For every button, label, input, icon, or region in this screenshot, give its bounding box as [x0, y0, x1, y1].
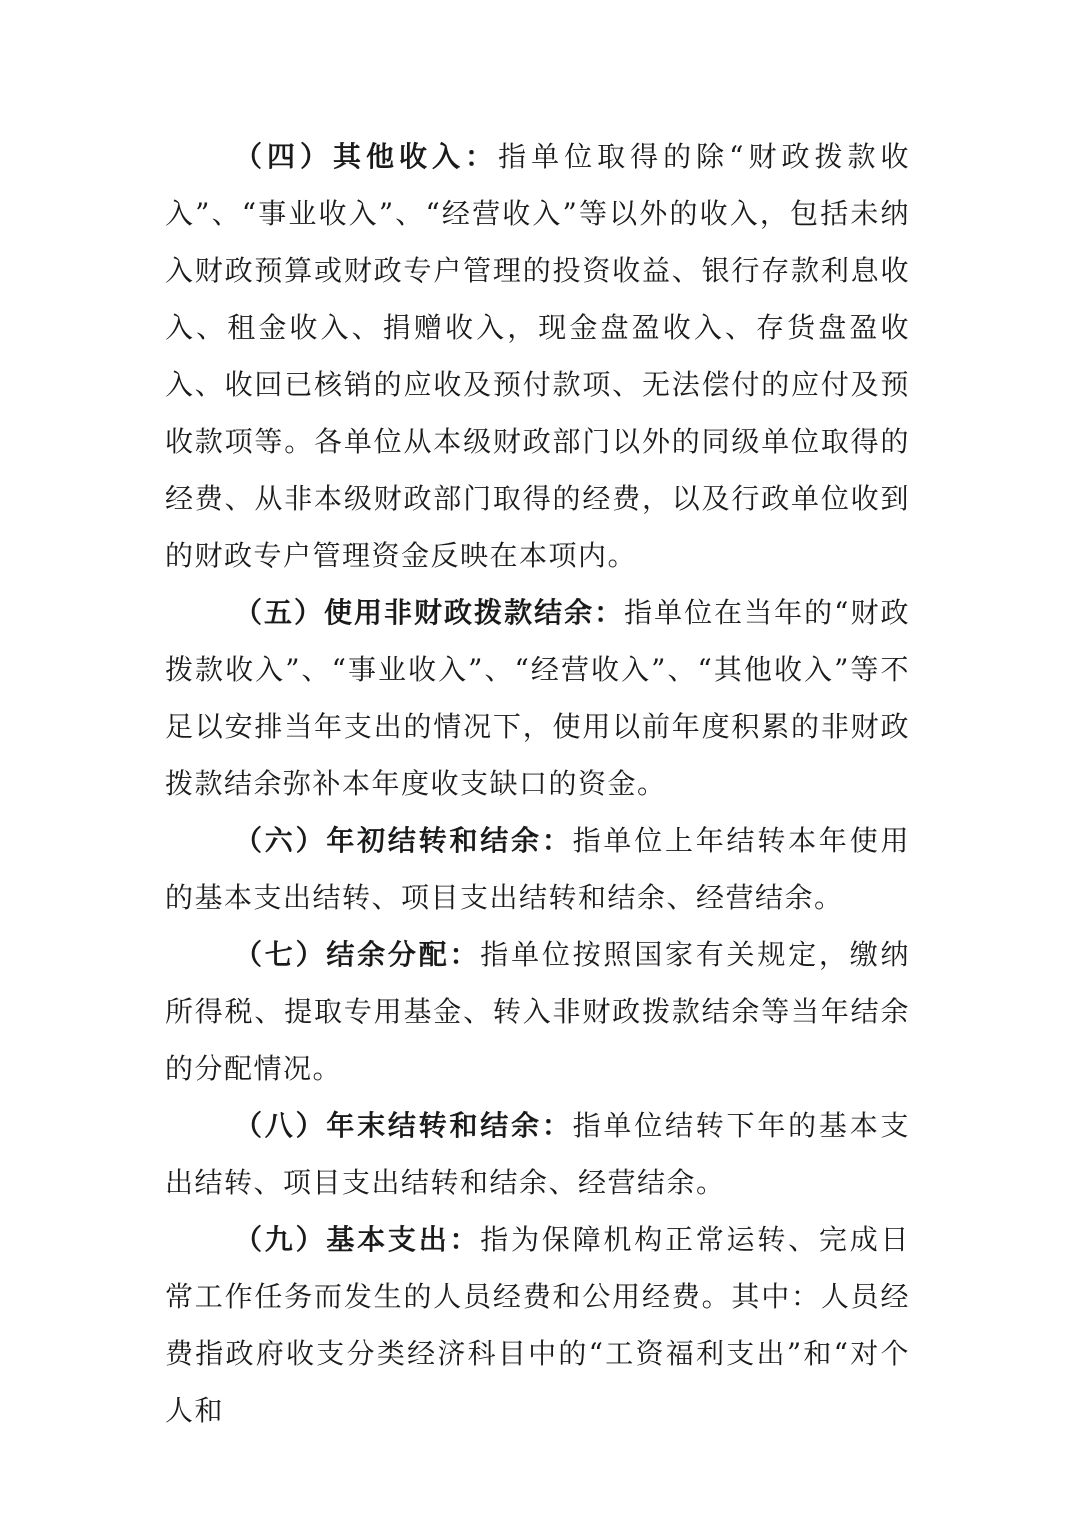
section-heading: （九）基本支出： [234, 1223, 481, 1256]
section-body: 指为保障机构正常运转、完成日常工作任务而发生的人员经费和公用经费。其中：人员经费指政府收支分类经济科目中的“工资福利支出”和“对个人和 [165, 1223, 910, 1427]
section-body: 指单位结转下年的基本支出结转、项目支出结转和结余、经营结余。 [165, 1109, 910, 1199]
section-other-income [165, 128, 910, 584]
section-surplus-distribution [165, 926, 910, 1097]
section-body: 指单位取得的除“财政拨款收入”、“事业收入”、“经营收入”等以外的收入，包括未纳入财政预算或财政专户管理的投资收益、银行存款利息收入、租金收入、捐赠收入，现金盘盈收入、存货盘盈收入、收回已核销的应收及预付款项、无法偿付的应付及预收款项等。各单位从本级财政部门以外的同级单位取得的经费、从非本级财政部门取得的经费，以及行政单位收到的财政专户管理资金反映在本项内。 [165, 140, 910, 572]
section-heading: （八）年末结转和结余： [234, 1109, 573, 1142]
section-body: 指单位在当年的“财政拨款收入”、“事业收入”、“经营收入”、“其他收入”等不足以安排当年支出的情况下，使用以前年度积累的非财政拨款结余弥补本年度收支缺口的资金。 [165, 596, 910, 800]
section-beginning-carryover [165, 812, 910, 926]
section-heading: （四）其他收入： [234, 140, 499, 173]
section-use-of-non-fiscal-surplus [165, 584, 910, 812]
section-basic-expenditure [165, 1211, 910, 1439]
section-body: 指单位按照国家有关规定，缴纳所得税、提取专用基金、转入非财政拨款结余等当年结余的分配情况。 [165, 938, 910, 1085]
section-body: 指单位上年结转本年使用的基本支出结转、项目支出结转和结余、经营结余。 [165, 824, 910, 914]
section-heading: （五）使用非财政拨款结余： [234, 596, 625, 629]
section-heading: （七）结余分配： [234, 938, 481, 971]
section-heading: （六）年初结转和结余： [234, 824, 573, 857]
section-year-end-carryover [165, 1097, 910, 1211]
document-page [165, 128, 910, 1439]
